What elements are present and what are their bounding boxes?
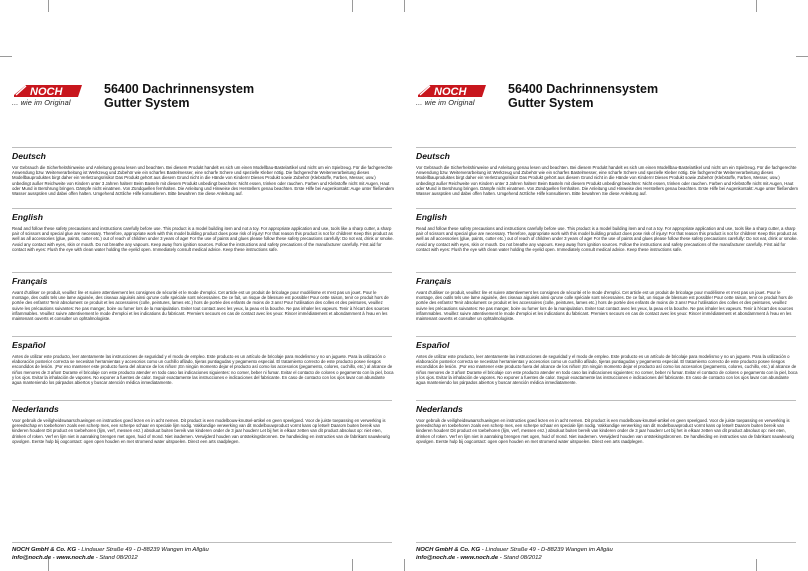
divider — [12, 336, 392, 337]
section-body: Voor gebruik de veiligheidswaarschuwingen en instructies goed lezen en in acht nemen. Dit product is een modelbouw-knutsel-artikel en geen speelgoed. Voor de juiste toepassing en verwerking is gereedschap en toebehoren zoals een scherp mes, een scherpe schaar en speciale lijm nodig. Vakkundige verwerking van dit modelbouwproduct vormt kans op letsel! Daarom buiten bereik van kinderen houden! Dit product en toebehoren (lijm, verf, messen enz.) absoluut buiten bereik van kinderen onder de 3 jaar houden! Let bij het in elkaar zetten van dit product absoluut op: niet eten, drinken of roken. Verf en lijm niet in aanraking brengen met ogen, huid of mond. Niet inademen. Verwijderd houden van ontstekingsbronnen. De handleiding en instructies van de fabrikant nauwkeurig opvolgen. Eerste hulp bij oogcontact: ogen open houden en met stromend water uitspoelen. Direct een arts raadplegen. — [12, 418, 390, 444]
svg-text:NOCH: NOCH — [30, 86, 63, 98]
footer-contact-links: info@noch.de - www.noch.de — [12, 555, 95, 561]
section-nederlands — [416, 404, 798, 444]
section-espanol — [416, 340, 798, 385]
footer-address — [416, 546, 613, 554]
divider — [12, 147, 392, 148]
section-francais — [12, 276, 394, 321]
section-body: Voor gebruik de veiligheidswaarschuwingen en instructies goed lezen en in acht nemen. Dit product is een modelbouw-knutsel-artikel en geen speelgoed. Voor de juiste toepassing en verwerking is gereedschap en toebehoren zoals een scherp mes, een scherpe schaar en speciale lijm nodig. Vakkundige verwerking van dit modelbouwproduct vormt kans op letsel! Daarom buiten bereik van kinderen houden! Dit product en toebehoren (lijm, verf, messen enz.) absoluut buiten bereik van kinderen onder de 3 jaar houden! Let bij het in elkaar zetten van dit product absoluut op: niet eten, drinken of roken. Verf en lijm niet in aanraking brengen met ogen, huid of mond. Niet inademen. Verwijderd houden van ontstekingsbronnen. De handleiding en instructies van de fabrikant nauwkeurig opvolgen. Eerste hulp bij oogcontact: ogen open houden en met stromend water uitspoelen. Direct een arts raadplegen. — [416, 418, 794, 444]
footer-contact-links: info@noch.de - www.noch.de — [416, 555, 499, 561]
title-line-2: Gutter System — [104, 96, 190, 110]
divider — [416, 542, 796, 543]
divider — [12, 400, 392, 401]
section-english — [12, 212, 394, 252]
section-body: Vor Gebrauch die Sicherheitshinweise und Anleitung genau lesen und beachten. Bei diesem Produkt handelt es sich um einen Modellbau-Bastelartikel und nicht um ein Spielzeug. Für die fachgerechte Anwendung bzw. Weiterverarbeitung ist Werkzeug und Zubehör wie ein scharfes Bastelmesser, eine scharfe Schere und spezielle Kleber nötig. Die fachgerechte Weiterverarbeitung dieses Modellbauproduktes birgt daher ein Verletzungsrisiko! Das Produkt gehört aus diesem Grund nicht in die Hände von Kindern! Dieses Produkt sowie Zubehör (Klebstoffe, Farben, Messer, usw.) unbedingt außer Reichweite von Kindern unter 3 Jahren halten! Beim Basteln mit diesem Produkt unbedingt beachten: Nicht essen, trinken oder rauchen. Farben und Klebstoffe nicht mit Augen, Haut oder Mund in Berührung bringen. Dämpfe nicht einatmen. Von Zündquellen fernhalten. Die Anleitung und Hinweise des Herstellers genau beachten. Erste Hilfe bei Augenkontakt: Auge unter fließendem Wasser ausspülen und dabei offen halten. Umgehend ärztliche Hilfe konsultieren. Bitte bewahren Sie diese Anleitung auf. — [12, 165, 394, 197]
logo-slogan: ... wie im Original — [12, 98, 71, 107]
footer-contact — [416, 554, 613, 562]
instruction-page-right — [404, 0, 808, 571]
company-footer — [416, 546, 613, 562]
section-body: Antes de utilizar este producto, leer atentamente las instrucciones de seguridad y el modo de empleo. Este producto es un artículo de bricolaje para modelismo y no un juguete. Para la utilización o elaboración posterior correcta se necesitan herramientas y accesorios como un cuchillo afilado, tijeras puntiagudas y pegamento especial. El tratamiento correcto de este producto posee riesgos escondidos de lesión. ¡Por eso mantener este producto fuera del alcance de los niños! ¡En ningún momento dejar el producto así como los accesorios (pegamento, colores, cuchillo, etc.) al alcance de niños menores de 3 años! Durante el bricolaje con este producto atender en todo caso las indicaciones siguientes: no comer, beber ni fumar. Evitar el contacto de colores o pegamento con la piel, boca y los ojos. Evitar la inhalación de vapores. No exponer a fuentes de calor. Seguir exactamente las instrucciones e indicaciones del fabricante. En caso de contacto con los ojos lavar con abundante agua manteniendo los párpados abiertos y buscar atención médica inmediatamente. — [416, 354, 798, 386]
divider — [12, 542, 392, 543]
footer-company-name: NOCH GmbH & Co. KG — [12, 547, 77, 553]
divider — [416, 272, 796, 273]
section-heading: Nederlands — [12, 404, 59, 414]
footer-address — [12, 546, 209, 554]
section-heading: Français — [416, 276, 452, 286]
title-line-2: Gutter System — [508, 96, 594, 110]
section-heading: Español — [416, 340, 450, 350]
divider — [416, 336, 796, 337]
footer-address-text: - Lindauer Straße 49 - D-88239 Wangen im Allgäu — [76, 547, 209, 553]
section-body: Antes de utilizar este producto, leer atentamente las instrucciones de seguridad y el modo de empleo. Este producto es un artículo de bricolaje para modelismo y no un juguete. Para la utilización o elaboración posterior correcta se necesitan herramientas y accesorios como un cuchillo afilado, tijeras puntiagudas y pegamento especial. El tratamiento correcto de este producto posee riesgos escondidos de lesión. ¡Por eso mantener este producto fuera del alcance de los niños! ¡En ningún momento dejar el producto así como los accesorios (pegamento, colores, cuchillo, etc.) al alcance de niños menores de 3 años! Durante el bricolaje con este producto atender en todo caso las indicaciones siguientes: no comer, beber ni fumar. Evitar el contacto de colores o pegamento con la piel, boca y los ojos. Evitar la inhalación de vapores. No exponer a fuentes de calor. Seguir exactamente las instrucciones e indicaciones del fabricante. En caso de contacto con los ojos lavar con abundante agua manteniendo los párpados abiertos y buscar atención médica inmediatamente. — [12, 354, 394, 386]
section-heading: Français — [12, 276, 48, 286]
divider — [12, 272, 392, 273]
section-heading: Nederlands — [416, 404, 463, 414]
footer-revision: - Stand 08/2012 — [94, 555, 138, 561]
divider — [416, 147, 796, 148]
section-deutsch — [12, 151, 394, 196]
section-heading: Deutsch — [12, 151, 46, 161]
footer-address-text: - Lindauer Straße 49 - D-88239 Wangen im Allgäu — [480, 547, 613, 553]
section-espanol — [12, 340, 394, 385]
title-line-1: 56400 Dachrinnensystem — [508, 82, 659, 96]
svg-text:NOCH: NOCH — [434, 86, 467, 98]
divider — [12, 208, 392, 209]
title-line-1: 56400 Dachrinnensystem — [104, 82, 255, 96]
footer-revision: - Stand 08/2012 — [498, 555, 542, 561]
section-body: Read and follow these safety precautions and instructions carefully before use. This product is a model building item and not a toy. For appropriate application and use, tools like a sharp cutter, a sharp pair of scissors and special glue are necessary. Therefore, appropriate work with this model building product does pose risk of injury! For that reason this product is not for children! Keep this product as well as all accessories (glue, paints, cutter etc.) out of reach of children under 3 years of age! For the use of paints and glues please follow these safety precautions carefully: Do not eat, drink or smoke. Avoid any contact with eyes, skin or mouth. Do not breathe any vapours. Keep away from ignition sources. Follow the instructions and safety precautions of the manufacturer carefully. First aid for contact with eyes: Flush the eye with clean water holding the eyelid open. Immediately consult medical advice. Keep these instructions safe. — [12, 226, 394, 252]
document-title — [104, 82, 254, 110]
footer-contact — [12, 554, 209, 562]
section-heading: Deutsch — [416, 151, 450, 161]
document-title — [508, 82, 658, 110]
logo-slogan: ... wie im Original — [416, 98, 475, 107]
section-english — [416, 212, 798, 252]
section-body: Read and follow these safety precautions and instructions carefully before use. This product is a model building item and not a toy. For appropriate application and use, tools like a sharp cutter, a sharp pair of scissors and special glue are necessary. Therefore, appropriate work with this model building product does pose risk of injury! For that reason this product is not for children! Keep this product as well as all accessories (glue, paints, cutter etc.) out of reach of children under 3 years of age! For the use of paints and glues please follow these safety precautions carefully: Do not eat, drink or smoke. Avoid any contact with eyes, skin or mouth. Do not breathe any vapours. Keep away from ignition sources. Follow the instructions and safety precautions of the manufacturer carefully. First aid for contact with eyes: Flush the eye with clean water holding the eyelid open. Immediately consult medical advice. Keep these instructions safe. — [416, 226, 798, 252]
section-nederlands — [12, 404, 394, 444]
company-footer — [12, 546, 209, 562]
section-body: Vor Gebrauch die Sicherheitshinweise und Anleitung genau lesen und beachten. Bei diesem Produkt handelt es sich um einen Modellbau-Bastelartikel und nicht um ein Spielzeug. Für die fachgerechte Anwendung bzw. Weiterverarbeitung ist Werkzeug und Zubehör wie ein scharfes Bastelmesser, eine scharfe Schere und spezielle Kleber nötig. Die fachgerechte Weiterverarbeitung dieses Modellbauproduktes birgt daher ein Verletzungsrisiko! Das Produkt gehört aus diesem Grund nicht in die Hände von Kindern! Dieses Produkt sowie Zubehör (Klebstoffe, Farben, Messer, usw.) unbedingt außer Reichweite von Kindern unter 3 Jahren halten! Beim Basteln mit diesem Produkt unbedingt beachten: Nicht essen, trinken oder rauchen. Farben und Klebstoffe nicht mit Augen, Haut oder Mund in Berührung bringen. Dämpfe nicht einatmen. Von Zündquellen fernhalten. Die Anleitung und Hinweise des Herstellers genau beachten. Erste Hilfe bei Augenkontakt: Auge unter fließendem Wasser ausspülen und dabei offen halten. Umgehend ärztliche Hilfe konsultieren. Bitte bewahren Sie diese Anleitung auf. — [416, 165, 798, 197]
section-deutsch — [416, 151, 798, 196]
divider — [416, 400, 796, 401]
section-francais — [416, 276, 798, 321]
section-heading: English — [416, 212, 448, 222]
section-heading: Español — [12, 340, 46, 350]
divider — [416, 208, 796, 209]
section-body: Avant d'utiliser ce produit, veuillez lire et suivre attentivement les consignes de sécurité et le mode d'emploi. Cet article est un produit de bricolage pour modélisme et n'est pas un jouet. Pour le montage, des outils tels une lame aiguisée, des ciseaux aiguisés ainsi qu'une colle spéciale sont nécessaires. De ce fait, un risque de blessure est possible! Pour cette raison, tenir ce produit hors de portée des enfants! Tenir absolument ce produit et les accessoires (colle, peintures, lames etc.) hors de portée des enfants de moins de 3 ans! Pour l'utilisation des colles et des peintures, veuillez suivre les précautions suivantes: Ne pas manger, boire ou fumer lors de la manipulation. Eviter tout contact avec les yeux, la peau et la bouche. Ne pas inhaler les vapeurs. Tenir à l'écart des sources inflammables. Veuillez suivre attentivement le mode d'emploi et les indications du fabricant. Premiers secours en cas de contact avec les yeux: Rincer immédiatement et abondamment à l'eau en les maintenant ouverts et consulter un ophtalmologiste. — [12, 290, 390, 322]
footer-company-name: NOCH GmbH & Co. KG — [416, 547, 481, 553]
section-heading: English — [12, 212, 44, 222]
section-body: Avant d'utiliser ce produit, veuillez lire et suivre attentivement les consignes de sécurité et le mode d'emploi. Cet article est un produit de bricolage pour modélisme et n'est pas un jouet. Pour le montage, des outils tels une lame aiguisée, des ciseaux aiguisés ainsi qu'une colle spéciale sont nécessaires. De ce fait, un risque de blessure est possible! Pour cette raison, tenir ce produit hors de portée des enfants! Tenir absolument ce produit et les accessoires (colle, peintures, lames etc.) hors de portée des enfants de moins de 3 ans! Pour l'utilisation des colles et des peintures, veuillez suivre les précautions suivantes: Ne pas manger, boire ou fumer lors de la manipulation. Eviter tout contact avec les yeux, la peau et la bouche. Ne pas inhaler les vapeurs. Tenir à l'écart des sources inflammables. Veuillez suivre attentivement le mode d'emploi et les indications du fabricant. Premiers secours en cas de contact avec les yeux: Rincer immédiatement et abondamment à l'eau en les maintenant ouverts et consulter un ophtalmologiste. — [416, 290, 794, 322]
